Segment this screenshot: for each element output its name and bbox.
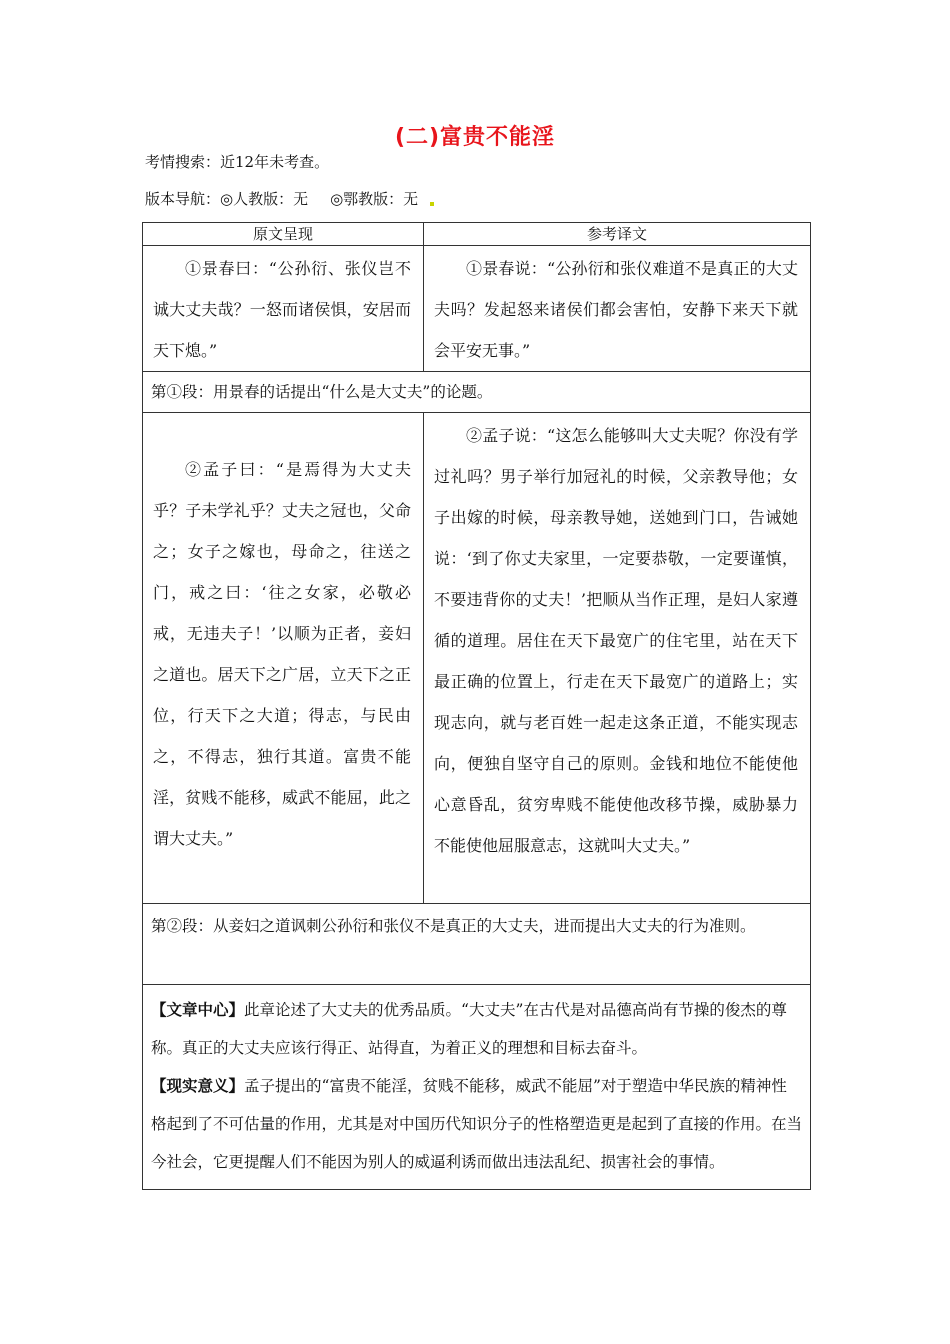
text-table (142, 222, 811, 1190)
table-header-row (143, 223, 811, 246)
para2-row (143, 413, 811, 904)
page-title: (二)富贵不能淫 (394, 125, 556, 150)
header-original: 原文呈现 (143, 223, 424, 246)
summary-cell (143, 985, 811, 1190)
article-center-label: 【文章中心】 (151, 1000, 245, 1019)
para1-note-row (143, 372, 811, 413)
article-center-text: 此章论述了大丈夫的优秀品质。“大丈夫”在古代是对品德高尚有节操的俊杰的尊称。真正的大丈夫应该行得正、站得直，为着正义的理想和目标去奋斗。 (151, 1001, 787, 1057)
edition-nav-line (145, 189, 434, 209)
para1-original: ①景春曰：“公孙衍、张仪岂不诚大丈夫哉？一怒而诸侯惧，安居而天下熄。” (143, 246, 424, 372)
decorative-dot (430, 202, 434, 206)
para1-note: 第①段：用景春的话提出“什么是大丈夫”的论题。 (143, 372, 811, 413)
para2-translation: ②孟子说：“这怎么能够叫大丈夫呢？你没有学过礼吗？男子举行加冠礼的时候，父亲教导他；女子出嫁的时候，母亲教导她，送她到门口，告诫她说：‘到了你丈夫家里，一定要恭敬，一定要谨慎，不要违背你的丈夫！’把顺从当作正理，是妇人家遵循的道理。居住在天下最宽广的住宅里，站在天下最正确的位置上，行走在天下最宽广的道路上；实现志向，就与老百姓一起走这条正道，不能实现志向，便独自坚守自己的原则。金钱和地位不能使他心意昏乱，贫穷卑贱不能使他改移节操，威胁暴力不能使他屈服意志，这就叫大丈夫。” (424, 413, 811, 904)
header-translation: 参考译文 (424, 223, 811, 246)
para2-note: 第②段：从妾妇之道讽刺公孙衍和张仪不是真正的大丈夫，进而提出大丈夫的行为准则。 (143, 904, 811, 985)
para1-translation: ①景春说：“公孙衍和张仪难道不是真正的大丈夫吗？发起怒来诸侯们都会害怕，安静下来天下就会平安无事。” (424, 246, 811, 372)
article-center (151, 991, 802, 1067)
summary-row (143, 985, 811, 1190)
practical-meaning-text: 孟子提出的“富贵不能淫，贫贱不能移，威武不能屈”对于塑造中华民族的精神性格起到了不可估量的作用，尤其是对中国历代知识分子的性格塑造更是起到了直接的作用。在当今社会，它更提醒人们不能因为别人的威逼利诱而做出违法乱纪、损害社会的事情。 (151, 1077, 803, 1171)
para1-row (143, 246, 811, 372)
practical-meaning (151, 1067, 802, 1181)
edition-nav-ej: ◎鄂教版：无 (330, 190, 419, 208)
exam-search-line: 考情搜索：近12年未考查。 (145, 153, 330, 171)
practical-meaning-label: 【现实意义】 (151, 1076, 245, 1095)
para2-original: ②孟子曰：“是焉得为大丈夫乎？子未学礼乎？丈夫之冠也，父命之；女子之嫁也，母命之，往送之门，戒之曰：‘往之女家，必敬必戒，无违夫子！’以顺为正者，妾妇之道也。居天下之广居，立天下之正位，行天下之大道；得志，与民由之，不得志，独行其道。富贵不能淫，贫贱不能移，威武不能屈，此之谓大丈夫。” (143, 413, 424, 904)
edition-nav-pep: 版本导航：◎人教版：无 (145, 190, 309, 208)
para2-note-row (143, 904, 811, 985)
